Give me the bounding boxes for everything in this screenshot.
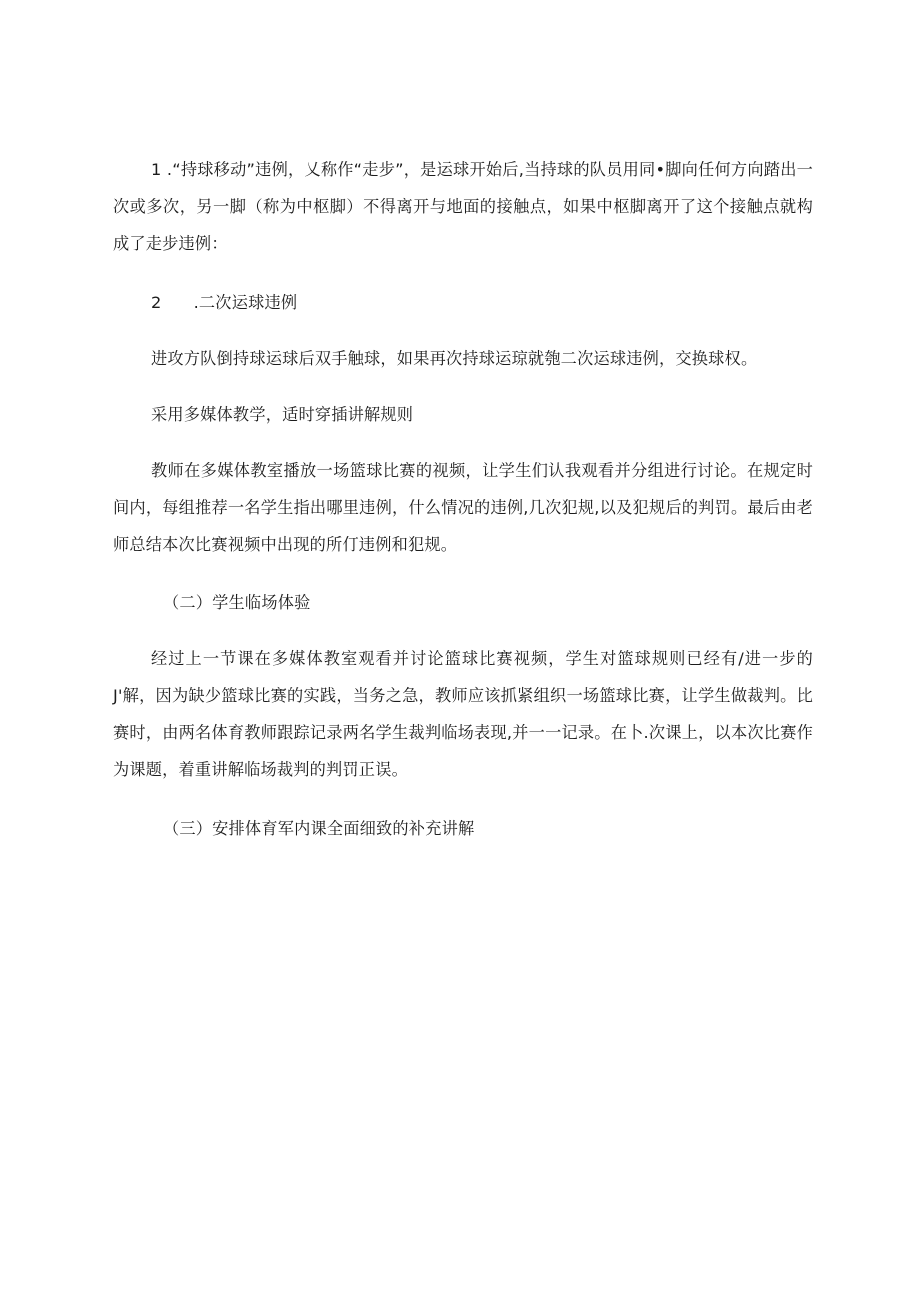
heading-supplementary-lecture: （三）安排体育军内课全面细致的补充讲解 <box>163 819 475 838</box>
paragraph-multimedia-teaching: 采用多媒体教学，适时穿插讲解规则 <box>151 405 414 424</box>
paragraph-on-site-experience: 经过上一节课在多媒体教室观看并讨论篮球比赛视频，学生对篮球规则已经有/进一步的J'解，因为缺少篮球比赛的实践，当务之急，教师应该抓紧组织一场篮球比赛，让学生做裁判。比赛时，由两名体育教师跟踪记录两名学生裁判临场表现,并一一记录。在卜.次课上，以本次比赛作为课题，着重讲解临场裁判的判罚正误。 <box>113 649 813 779</box>
heading-double-dribble: 2 .二次运球违例 <box>151 293 298 312</box>
heading-on-site-experience: （二）学生临场体验 <box>163 593 311 612</box>
paragraph-double-dribble: 进攻方队倒持球运球后双手触球，如果再次持球运琼就匏二次运球违例，交换球权。 <box>151 349 758 368</box>
paragraph-traveling-violation: 1 .“持球移动”违例，乂称作“走步”，是运球开始后,当持球的队员用同•脚向任何方向踏出一次或多次，另一脚（称为中枢脚）不得离开与地面的接触点，如果中枢脚离开了这个接触点就构成了走步违例： <box>113 160 813 253</box>
paragraph-video-discussion: 教师在多媒体教室播放一场篮球比赛的视频，让学生们认我观看并分组进行讨论。在规定时间内，每组推荐一名学生指出哪里违例，什么情况的违例,几次犯规,以及犯规后的判罚。最后由老师总结本次比赛视频中出现的所仃违例和犯规。 <box>113 461 813 554</box>
